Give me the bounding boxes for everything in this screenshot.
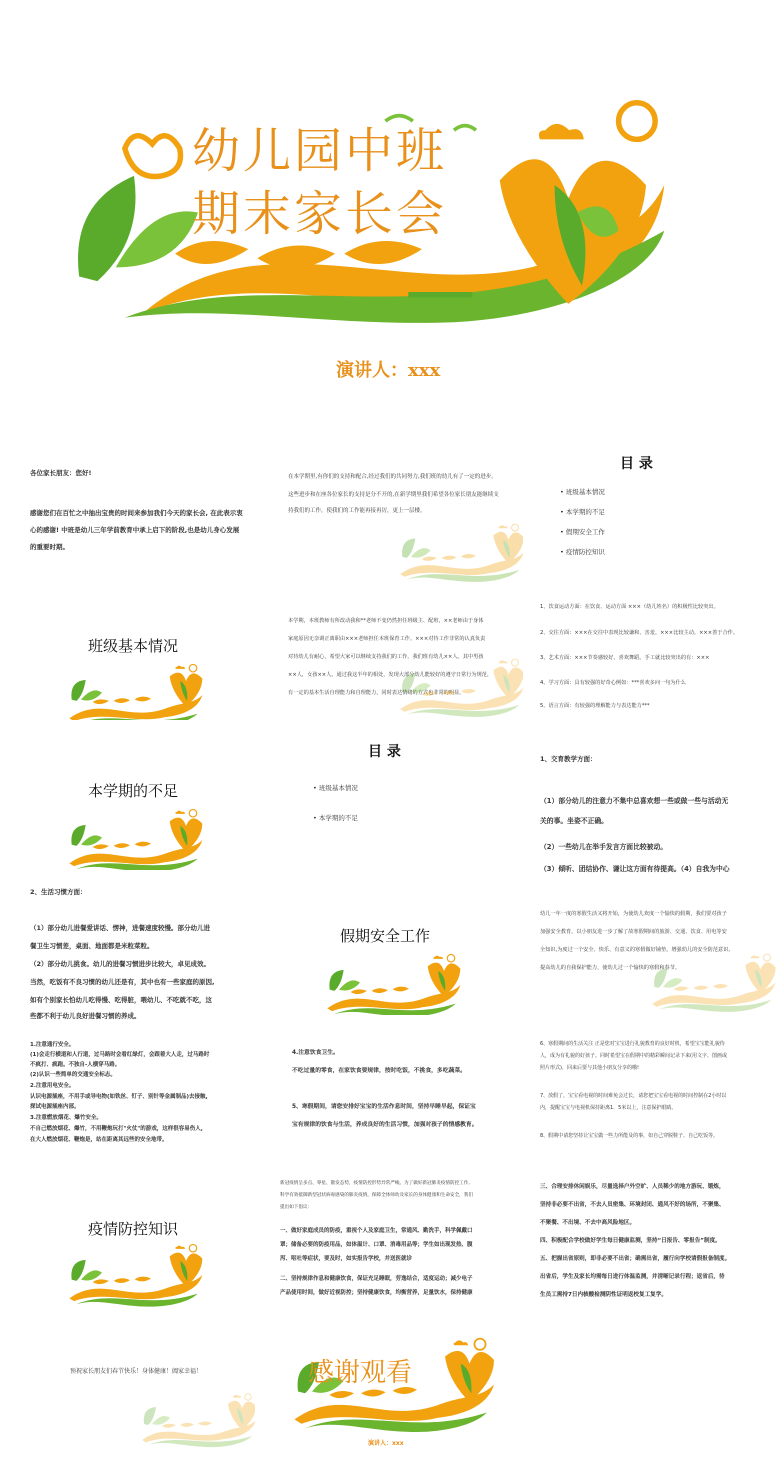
covid2-line4: 四、积极配合学校做好学生每日健康监测，坚持“日报告、零报告”制度。 [540, 1238, 721, 1244]
covid2-line3: 不聚餐、不出境、不去中高风险地区。 [540, 1220, 636, 1226]
covid1-line2: 科学有效抵御新型冠状病毒感染的肺炎疫情，保障全体师幼及家长的身体健康和生命安全，我们 [280, 1193, 473, 1198]
edu-line2: 关的事。坐姿不正确。 [540, 817, 608, 825]
slide-section-short [0, 760, 255, 870]
slide-section-covid [0, 1200, 255, 1310]
perf-line4: 4、学习方面：具有较强的好奇心例如：***喜欢多问一句为什么 [540, 680, 686, 686]
thanks-line2: 这些进步和在座各位家长的支持是分不开的,在新学期里我们希望各位家长朋友能继续支 [288, 492, 499, 498]
covid2-line5: 五、把握出省原则，即非必要不出省；确需出省，履行向学校请假报备制度。 [540, 1256, 731, 1262]
cover-title-line1: 幼儿园中班 [192, 123, 448, 179]
intro-greeting: 各位家长朋友：您好! [30, 469, 92, 477]
toc1-item-2: • 本学期的不足 [560, 508, 605, 516]
toc2-item-1: • 班级基本情况 [313, 784, 358, 792]
toc1-item-1: • 班级基本情况 [560, 488, 605, 496]
holiday-line5: 内，提醒宝宝与电视机保持距离1．5米以上，注意保护眼睛。 [540, 1105, 677, 1111]
slide-covid-2 [530, 1180, 780, 1310]
toc2-item-2: • 本学期的不足 [313, 814, 358, 822]
cover-slide [0, 0, 780, 440]
section-decoration [62, 805, 212, 870]
end-speaker: 演讲人：xxx [368, 1440, 404, 1447]
faded-decoration [398, 520, 523, 585]
perf-line5: 5、语言方面：有较强的理解能力与表达能力*** [540, 703, 650, 709]
covid1-line5: 罩；储备必要的防疫用品，如体温计、口罩、消毒用品等；学生如出现发热、腹 [280, 1242, 473, 1248]
food-line1: 4.注意饮食卫生。 [292, 1050, 339, 1056]
habit-head: 2、生活习惯方面： [30, 888, 87, 896]
perf-line3: 3、艺术方面：×××节奏感较好，喜欢舞蹈。手工就比较突出的有：××× [540, 655, 710, 661]
slide-safe-intro [530, 905, 780, 1015]
traffic-line2: (1)会走行横道和人行道，过马路时会看红绿灯，会跟着大人走，过马路时 [30, 1052, 210, 1058]
class-line3: 对待幼儿有耐心，希望大家可以继续支持我们的工作。我们班有幼儿××人。其中男孩 [288, 654, 484, 660]
slide-habit [0, 885, 255, 1020]
intro-line1: 感谢您们在百忙之中抽出宝贵的时间来参加我们今天的家长会, 在此表示衷 [30, 509, 243, 517]
covid2-line7: 生员工需持7日内核酸检测阴性证明返校复工复学。 [540, 1292, 667, 1298]
section-decoration [62, 660, 212, 720]
toc2-title: 目 录 [368, 744, 401, 760]
toc1-title: 目 录 [620, 456, 653, 472]
covid1-line6: 泻、呕吐等症状，要及时，如实报告学校，并送医就诊 [280, 1256, 413, 1262]
end-title: 感谢观看 [308, 1358, 413, 1388]
traffic-line1: 1.注意通行安全。 [30, 1042, 75, 1048]
thanks-line3: 持我们的工作，使我们的工作能再接再厉，更上一层楼。 [288, 508, 426, 514]
slide-education [530, 750, 780, 875]
section-covid-title: 疫情防控知识 [88, 1220, 179, 1238]
covid1-line8: 产品使用时间，做好近视防控；坚持健康饮食，均衡营养，足量饮水，保持健康 [280, 1290, 473, 1296]
slide-end [268, 1330, 523, 1455]
covid1-line4: 一、做好家庭成员的防疫，重视个人及家庭卫生，常通风、勤洗手，科学佩戴口 [280, 1228, 473, 1234]
toc1-item-3: • 假期安全工作 [560, 528, 605, 536]
section-decoration [62, 1240, 212, 1310]
traffic-line7: 探试电源插座内部。 [30, 1104, 80, 1110]
section-class-title: 班级基本情况 [88, 637, 179, 655]
class-line5: 有一定的基本生活自理能力和自理能力，同时表达情绪的方式也非常的明显。 [288, 690, 465, 696]
section-decoration [320, 950, 470, 1015]
habit-line2: 餐卫生习惯差，桌面、地面都是米粒菜粒。 [30, 942, 154, 950]
slide-wish [0, 1340, 255, 1450]
slide-section-class [0, 610, 255, 720]
habit-line4: 当然，吃饭有不良习惯的幼儿还是有，其中也有一些家庭的原因, [30, 978, 215, 986]
edu-line1: （1）部分幼儿的注意力不集中总喜欢想一些或做一些与活动无 [540, 797, 729, 805]
habit-line3: （2）部分幼儿挑食。幼儿的进餐习惯进步比较大，卓见成效。 [30, 960, 211, 968]
slide-intro [0, 460, 255, 590]
safe-intro-line1: 幼儿一年一度的寒假生活又将开始，为使幼儿欢度一个愉快的假期，我们要对孩子 [540, 911, 727, 917]
holiday-line3: 照片形式)，回来后要与其他小朋友分享的哦! [540, 1065, 639, 1071]
food-line3: 5、寒假期间，请您安排好宝宝的生活作息时间，坚持早睡早起，保证宝 [292, 1104, 476, 1110]
traffic-line6: 认识电源插座，不用手或导电物(如铁丝、钉子、别针等金属制品)去接触, [30, 1094, 208, 1100]
traffic-line4: (2)认识一些简单的交通安全标志。 [30, 1072, 116, 1078]
traffic-line9: 不自己燃放烟花、爆竹，不用鞭炮玩打"火仗"的游戏，这样很容易伤人, [30, 1126, 203, 1132]
traffic-line5: 2.注意用电安全。 [30, 1083, 75, 1089]
section-safe-title: 假期安全工作 [340, 927, 431, 945]
habit-line6: 些都不利于幼儿良好进餐习惯的养成。 [30, 1012, 141, 1020]
toc1-item-4: • 疫情防控知识 [560, 548, 605, 556]
thanks-line1: 在本学期里,有你们的支持和配合,经过我们的共同努力,我们班的幼儿有了一定的进步。 [288, 474, 497, 480]
slide-thanks [268, 460, 523, 590]
habit-line5: 如有个别家长怕幼儿吃得慢、吃得脏，喂幼儿、不吃就不吃，这 [30, 996, 212, 1004]
intro-line2: 心的感谢! 中班是幼儿三年学前教育中承上启下的阶段,也是幼儿身心发展 [30, 526, 240, 534]
edu-line3: （2）一些幼儿在举手发言方面比较被动。 [540, 843, 668, 851]
safe-intro-line2: 加强安全教育。以小朋友进一步了解了故寒假期间的旅游、交通、饮食、用电等安 [540, 929, 727, 935]
covid1-line1: 新冠疫情呈多点、零星、散发态势，疫情防控形势异常严峻。为了做好新冠肺炎疫情防控工作, [280, 1181, 470, 1186]
slide-holiday [530, 1035, 780, 1155]
class-line1: 本学期，本班教师有所改动我和**老师不变仍然担任班级主、配班，××老师由于身体 [288, 618, 484, 624]
class-line4: ××人，女孩××人。通过我这半年的相处，发现大部分幼儿能较好的遵守日常行为规范， [288, 672, 493, 678]
covid2-line2: 坚持非必要不出省，不去人员密集、环境封闭、通风不好的场所，不聚集、 [540, 1202, 725, 1208]
wish-text: 预祝家长朋友们春节快乐！身体健康！阖家幸福！ [70, 1368, 203, 1375]
cover-title-line2: 期末家长会 [192, 186, 448, 242]
traffic-line3: 不疯打、疯跑。不独自-人横穿马路。 [30, 1062, 121, 1068]
covid2-line6: 出省后，学生及家长均需每日进行体温监测，并清晰记录行程；返省后，待 [540, 1274, 725, 1280]
holiday-line1: 6、寒假期间的生活关注 正是您对宝宝进行礼貌教育的良好时机，希望宝宝能礼貌待 [540, 1041, 725, 1047]
food-line2: 不吃过量的零食，在家饮食要规律，按时吃饭，不挑食，多吃蔬菜。 [292, 1068, 466, 1074]
intro-line3: 的重要时期。 [30, 543, 69, 551]
safe-intro-line3: 全知识,为度过一个安全、快乐、有意义的寒假做好铺垫。增强幼儿的安全防范意识, [540, 947, 731, 953]
holiday-line6: 8、假期中请您坚持让宝宝做一些力所能及的事，如自己穿脱鞋子、自己吃饭等。 [540, 1133, 719, 1139]
slide-performance [530, 598, 780, 723]
slide-class-info [268, 610, 523, 720]
holiday-line4: 7、放假了，宝宝看电视的时间难免会过长，请您把宝宝看电视的时间控制在2小时以 [540, 1093, 727, 1099]
holiday-line2: 人，成为有礼貌的好孩子。同时希望宝在假期中的精彩瞬间记录下来(用文字、图画或 [540, 1053, 727, 1059]
food-line4: 宝有规律的饮食与生活，养成良好的生活习惯，加强对孩子的情感教育。 [292, 1122, 478, 1128]
edu-head: 1、交育教学方面： [540, 755, 597, 763]
habit-line1: （1）部分幼儿进餐爱讲话、愣神，进餐速度较慢。部分幼儿进 [30, 924, 211, 932]
faded-decoration [398, 655, 523, 720]
covid1-line7: 二、坚持规律作息和健康饮食，保证充足睡眠，劳逸结合，适度运动；减少电子 [280, 1276, 473, 1282]
safe-intro-line4: 提高幼儿的自我保护能力，使幼儿过一个愉快的寒假和春节。 [540, 965, 681, 971]
perf-line2: 2、交往方面：×××在交往中表现比较谦和、害羞。×××比较主动。×××善于合作。 [540, 630, 739, 636]
traffic-line8: 3.注意燃放烟花、爆竹安全。 [30, 1115, 102, 1121]
class-line2: 家庭原因无奈调正离职由×××老师担任本班保育工作。×××对待工作非常的认真负责 [288, 636, 486, 642]
perf-line1: 1、饮食运动方面：在饮食、运动方面 ×××（幼儿姓名）的积极性比较突出。 [540, 604, 719, 610]
slide-toc-2 [268, 735, 523, 865]
slide-section-safe [268, 905, 523, 1015]
slide-covid-1 [268, 1178, 523, 1308]
slide-traffic [0, 1040, 255, 1160]
covid1-line3: 提出如下倡议： [280, 1205, 313, 1210]
edu-line4: （3）倾听、团结协作、谦让这方面有待提高。（4）自我为中心 [540, 865, 730, 873]
cover-speaker: 演讲人：xxx [336, 360, 441, 381]
covid2-line1: 三、合理安排休闲娱乐，尽量选择户外空旷、人员稀少的地方游玩、锻炼， [540, 1184, 725, 1190]
traffic-line10: 在大人燃放烟花、鞭炮是，站在距离其远些的安全地带。 [30, 1137, 168, 1143]
section-short-title: 本学期的不足 [88, 782, 179, 800]
faded-decoration [140, 1390, 255, 1450]
faded-decoration [650, 950, 780, 1015]
slide-toc-1 [530, 445, 780, 590]
slide-food [268, 1040, 523, 1165]
